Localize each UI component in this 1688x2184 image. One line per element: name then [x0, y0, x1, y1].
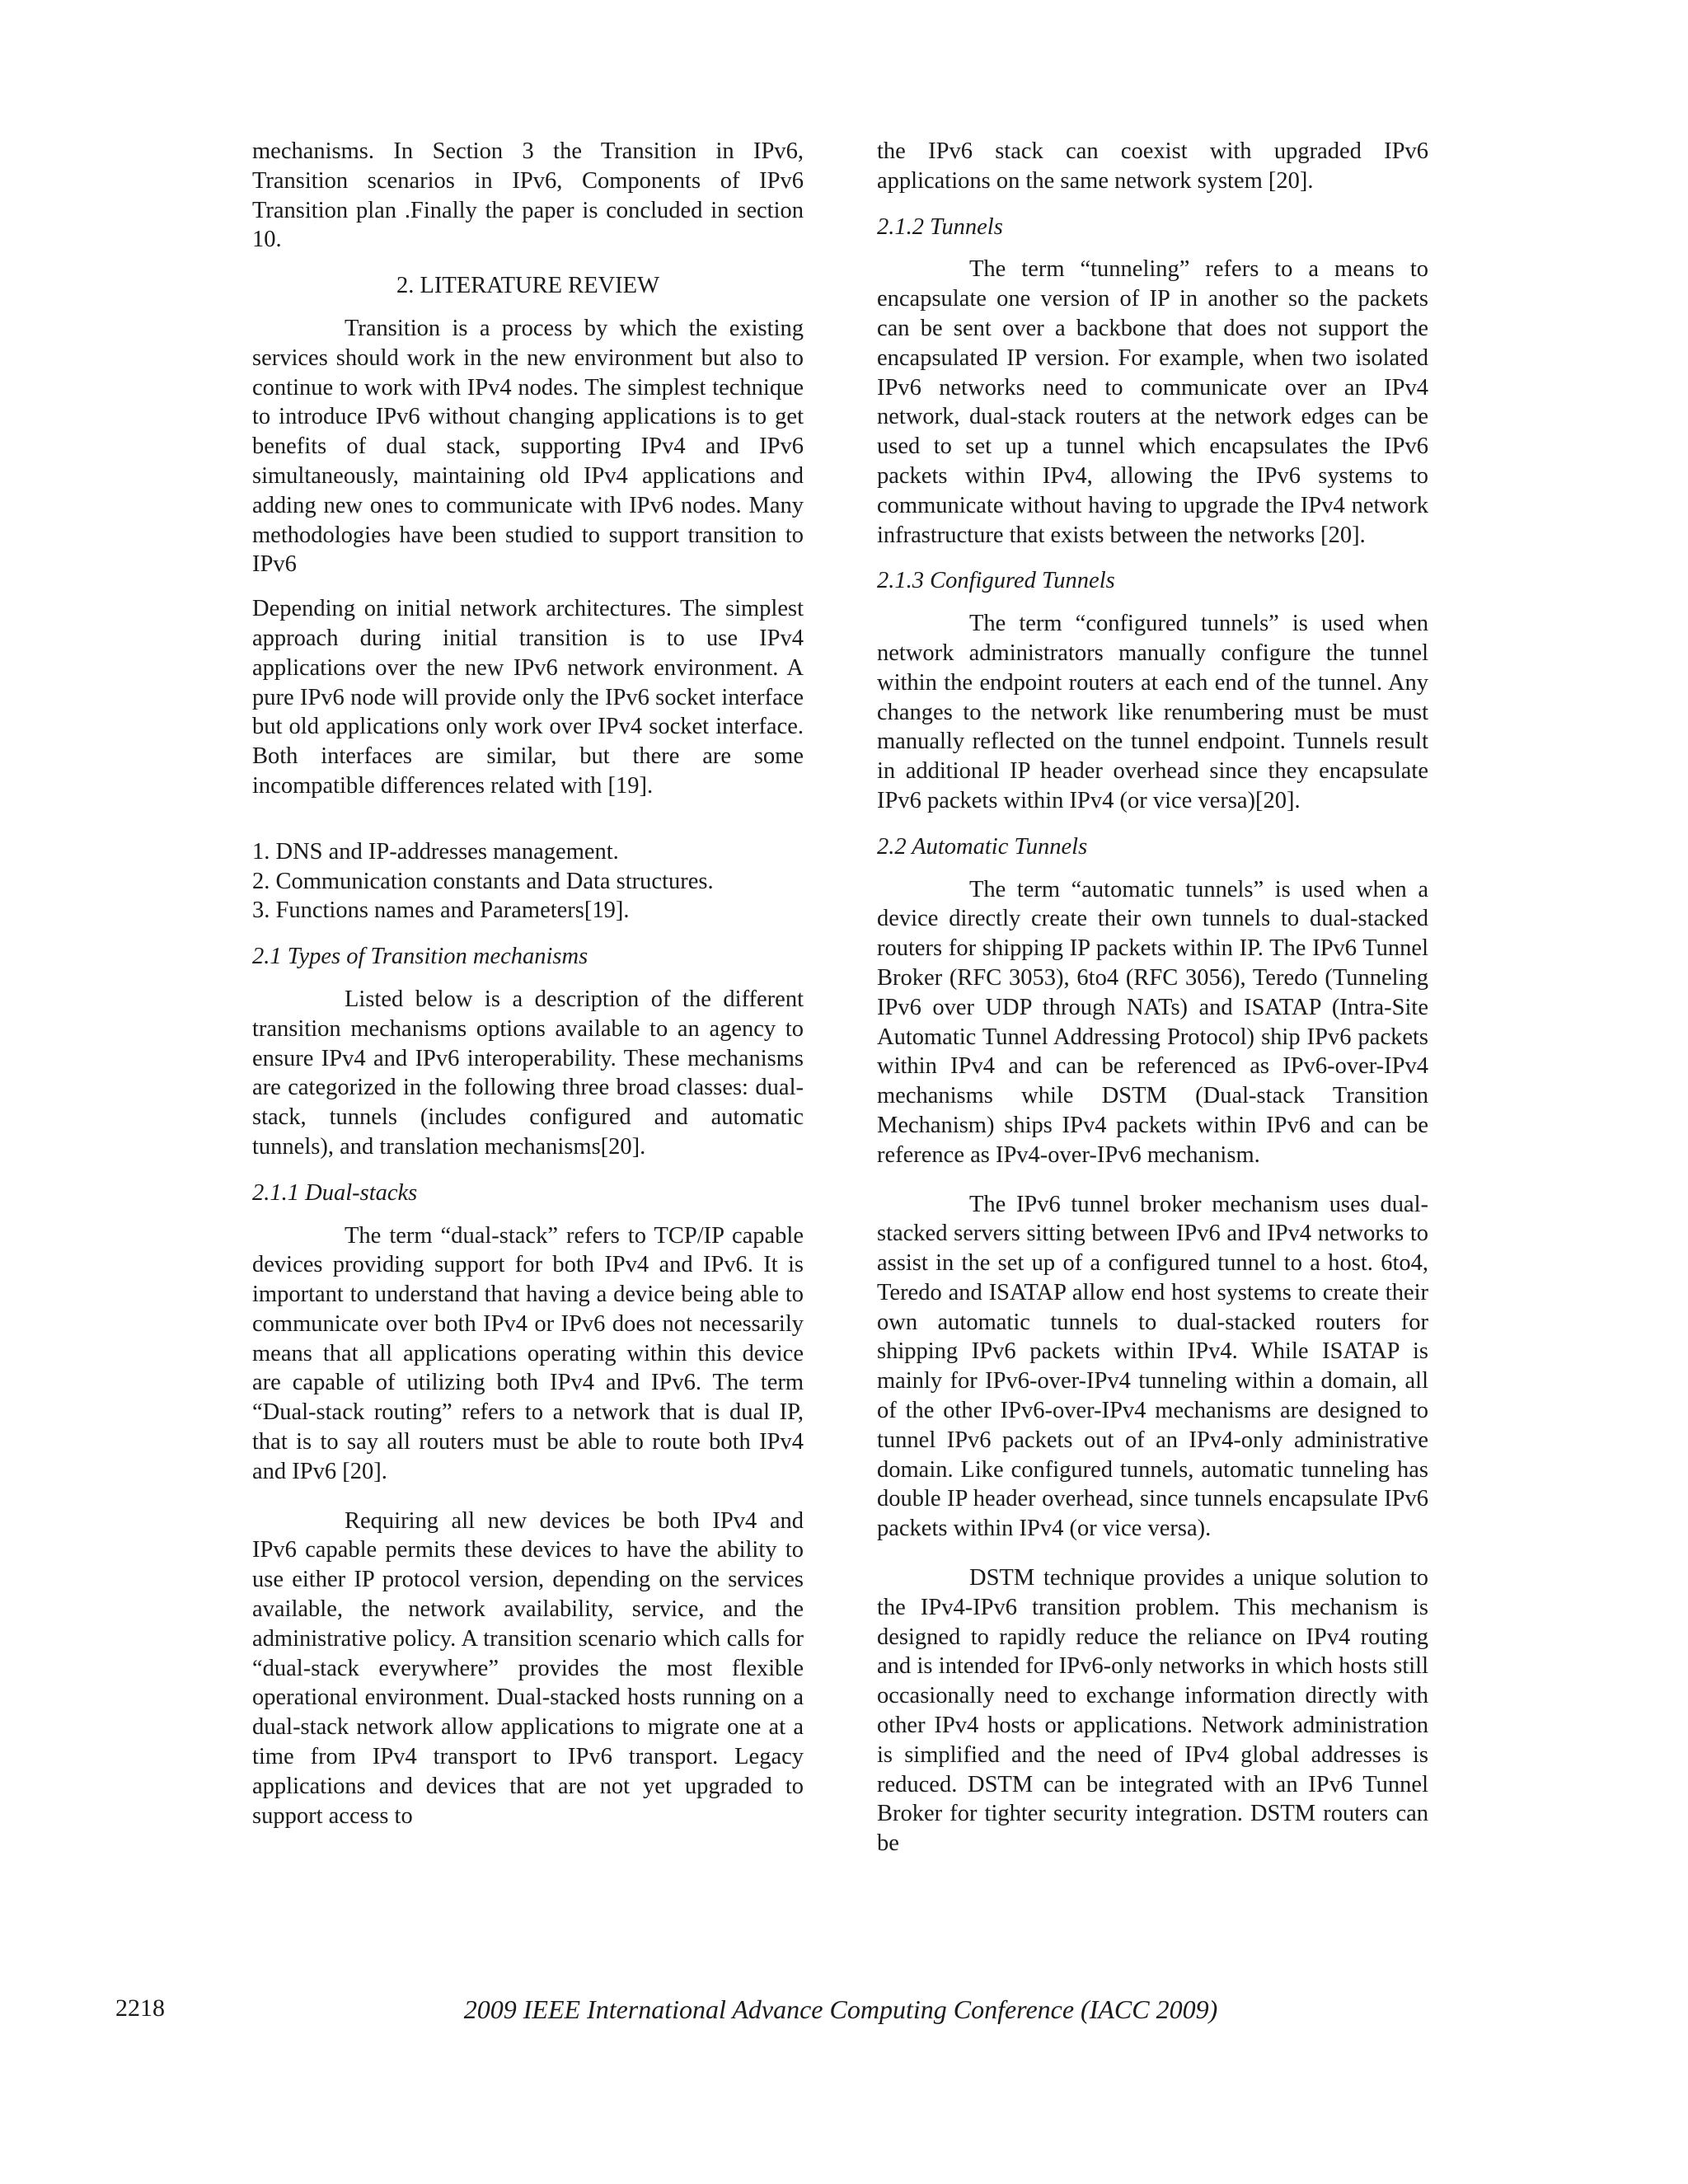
subsection-heading-2-1-1: 2.1.1 Dual-stacks	[252, 1179, 418, 1206]
list-item: 1. DNS and IP-addresses management.	[252, 838, 619, 865]
literature-paragraph-1: Transition is a process by which the existing services should work in the new environment but also to continue to work with IPv4 nodes. The simplest technique to introduce IPv6 without changing applications is to get benefits of dual stack, supporting IPv4 and IPv6 simultaneously, maintaining old IPv4 applications and adding new ones to communicate with IPv6 nodes. Many methodologies have been studied to support transition to IPv6	[252, 315, 804, 578]
intro-paragraph: mechanisms. In Section 3 the Transition in IPv6, Transition scenarios in IPv6, Components of IPv6 Transition plan .Finally the paper is concluded in section 10.	[252, 138, 804, 253]
continued-paragraph: the IPv6 stack can coexist with upgraded IPv6 applications on the same network system [20].	[877, 138, 1428, 194]
dual-stack-paragraph-2: Requiring all new devices be both IPv4 and IPv6 capable permits these devices to have the ability to use either IP protocol version, depending on the services available, the network availability, service, and the administrative policy. A transition scenario which calls for “dual-stack everywhere” provides the most flexible operational environment. Dual-stacked hosts running on a dual-stack network allow applications to migrate one at a time from IPv4 transport to IPv6 transport. Legacy applications and devices that are not yet upgraded to support access to	[252, 1507, 804, 1829]
list-item: 2. Communication constants and Data structures.	[252, 868, 714, 894]
automatic-tunnels-paragraph-2: The IPv6 tunnel broker mechanism uses dual-stacked servers sitting between IPv6 and IPv4 networks to assist in the set up of a configured tunnel to a host. 6to4, Teredo and ISATAP allow end host systems to create their own automatic tunnels to dual-stacked routers for shipping IPv6 packets within IPv4. While ISATAP is mainly for IPv6-over-IPv4 tunneling within a domain, all of the other IPv6-over-IPv4 mechanisms are designed to tunnel IPv6 packets out of an IPv4-only administrative domain. Like configured tunnels, automatic tunneling has double IP header overhead, since tunnels encapsulate IPv6 packets within IPv4 (or vice versa).	[877, 1191, 1428, 1542]
configured-tunnels-paragraph: The term “configured tunnels” is used when network administrators manually configure the tunnel within the endpoint routers at each end of the tunnel. Any changes to the network like renumbering must be must manually reflected on the tunnel endpoint. Tunnels result in additional IP header overhead since they encapsulate IPv6 packets within IPv4 (or vice versa)[20].	[877, 611, 1428, 813]
page-number: 2218	[115, 1994, 165, 2022]
subsection-heading-2-2: 2.2 Automatic Tunnels	[877, 833, 1088, 860]
tunnels-paragraph: The term “tunneling” refers to a means to encapsulate one version of IP in another so the packets can be sent over a backbone that does not support the encapsulated IP version. For example, when two isolated IPv6 networks need to communicate over an IPv4 network, dual-stack routers at the network edges can be used to set up a tunnel which encapsulates the IPv6 packets within IPv4, allowing the IPv6 systems to communicate without having to upgrade the IPv4 network infrastructure that exists between the networks [20].	[877, 256, 1428, 548]
types-paragraph: Listed below is a description of the different transition mechanisms options available to an agency to ensure IPv4 and IPv6 interoperability. These mechanisms are categorized in the following three broad classes: dual-stack, tunnels (includes configured and automatic tunnels), and translation mechanisms[20].	[252, 986, 804, 1160]
difference-list	[252, 837, 804, 926]
conference-footer: 2009 IEEE International Advance Computing Conference (IACC 2009)	[463, 1994, 1218, 2024]
dual-stack-paragraph-1: The term “dual-stack” refers to TCP/IP capable devices providing support for both IPv4 and IPv6. It is important to understand that having a device being able to communicate over both IPv4 or IPv6 does not necessarily means that all applications operating within this device are capable of utilizing both IPv4 and IPv6. The term “Dual-stack routing” refers to a network that is dual IP, that is to say all routers must be able to route both IPv4 and IPv6 [20].	[252, 1222, 804, 1484]
literature-paragraph-2: Depending on initial network architectures. The simplest approach during initial transition is to use IPv4 applications over the new IPv6 network environment. A pure IPv6 node will provide only the IPv6 socket interface but old applications only work over IPv4 socket interface. Both interfaces are similar, but there are some incompatible differences related with [19].	[252, 596, 804, 799]
right-column	[877, 137, 1428, 1858]
subsection-heading-2-1: 2.1 Types of Transition mechanisms	[252, 944, 588, 970]
section-heading-literature-review: 2. LITERATURE REVIEW	[396, 273, 659, 299]
left-column	[252, 137, 804, 1830]
list-item: 3. Functions names and Parameters[19].	[252, 898, 630, 924]
automatic-tunnels-paragraph-1: The term “automatic tunnels” is used when a device directly create their own tunnels to dual-stacked routers for shipping IP packets within IP. The IPv6 Tunnel Broker (RFC 3053), 6to4 (RFC 3056), Teredo (Tunneling IPv6 over UDP through NATs) and ISATAP (Intra-Site Automatic Tunnel Addressing Protocol) ship IPv6 packets within IPv4 and can be referenced as IPv6-over-IPv4 mechanisms while DSTM (Dual-stack Transition Mechanism) ships IPv4 packets within IPv6 and can be reference as IPv4-over-IPv6 mechanism.	[877, 876, 1428, 1168]
automatic-tunnels-paragraph-3: DSTM technique provides a unique solution to the IPv4-IPv6 transition problem. This mechanism is designed to rapidly reduce the reliance on IPv4 routing and is intended for IPv6-only networks in which hosts still occasionally need to exchange information directly with other IPv4 hosts or applications. Network administration is simplified and the need of IPv4 global addresses is reduced. DSTM can be integrated with an IPv6 Tunnel Broker for tighter security integration. DSTM routers can be	[877, 1565, 1428, 1857]
subsection-heading-2-1-3: 2.1.3 Configured Tunnels	[877, 568, 1115, 594]
subsection-heading-2-1-2: 2.1.2 Tunnels	[877, 213, 1003, 240]
